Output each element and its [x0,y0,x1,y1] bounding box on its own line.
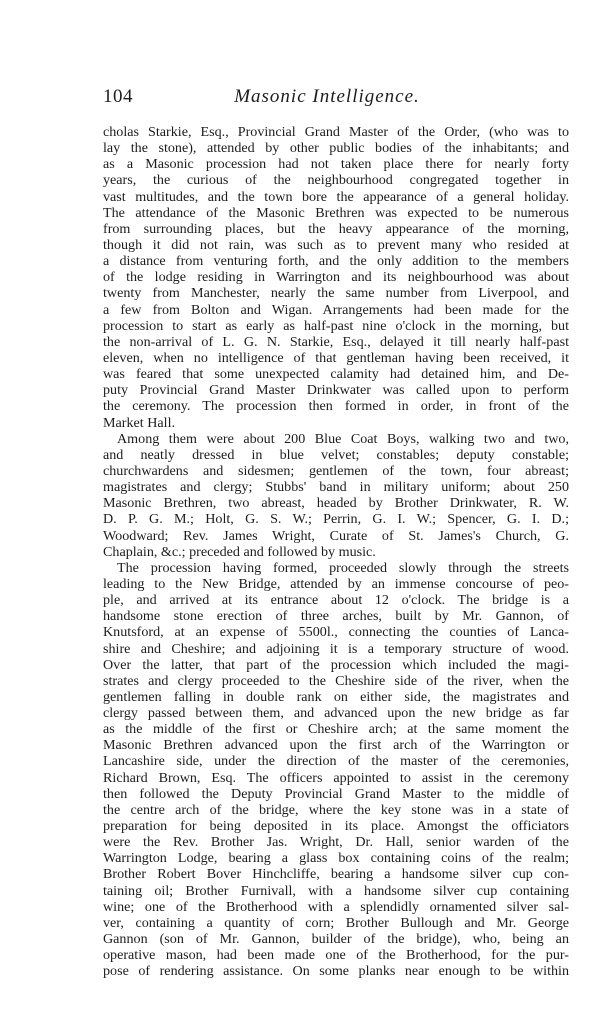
running-title: Masonic Intelligence. [234,86,420,107]
text-line: Among them were about 200 Blue Coat Boys, walking two and two, [117,430,569,447]
text-line: was feared that some unexpected calamity had detained him, and De- [103,366,569,383]
text-line: a distance from venturing forth, and the only addition to the members [103,253,569,270]
text-line: puty Provincial Grand Master Drinkwater was called upon to perform [103,382,569,399]
text-line: vast multitudes, and the town bore the appearance of a general holiday. [103,188,569,205]
text-line: and neatly dressed in blue velvet; constables; deputy constable; [103,446,569,463]
text-line: as the middle of the first or Cheshire arch; at the same moment the [103,721,569,738]
text-line: twenty from Manchester, nearly the same number from Liverpool, and [103,285,569,302]
text-line: gentlemen falling in double rank on either side, the magistrates and [103,688,569,705]
text-line: clergy passed between them, and advanced upon the new bridge as far [103,705,569,722]
running-head [103,86,503,114]
page-number: 104 [103,86,133,107]
text-line: magistrates and clergy; Stubbs' band in military uniform; about 250 [103,479,569,496]
text-line: Richard Brown, Esq. The officers appointed to assist in the ceremony [103,769,569,786]
text-line: Woodward; Rev. James Wright, Curate of St. James's Church, G. [103,527,569,544]
text-line: churchwardens and sidesmen; gentlemen of the town, four abreast; [103,462,569,479]
text-line: though it did not rain, was such as to prevent many who resided at [103,236,569,253]
text-line: the ceremony. The procession then formed in order, in front of the [103,398,569,415]
text-line: Lancashire side, under the direction of the master of the ceremonies, [103,753,569,770]
text-line: eleven, when no intelligence of that gentleman having been received, it [103,349,569,366]
text-line: ple, and arrived at its entrance about 12 o'clock. The bridge is a [103,592,569,609]
text-line: wine; one of the Brotherhood with a splendidly ornamented silver sal- [103,898,569,915]
text-line: leading to the New Bridge, attended by an immense concourse of peo- [103,575,569,592]
text-line: Warrington Lodge, bearing a glass box containing coins of the realm; [103,850,569,867]
text-line: lay the stone), attended by other public bodies of the inhabitants; and [103,140,569,157]
text-line: operative mason, had been made one of the Brotherhood, for the pur- [103,947,569,964]
text-line: a few from Bolton and Wigan. Arrangements had been made for the [103,301,569,318]
text-line: years, the curious of the neighbourhood congregated together in [103,172,569,189]
text-line: Masonic Brethren, two abreast, headed by Brother Drinkwater, R. W. [103,495,569,512]
body-text [103,124,569,979]
text-line: D. P. G. M.; Holt, G. S. W.; Perrin, G. I. W.; Spencer, G. I. D.; [103,511,569,528]
text-line: Chaplain, &c.; preceded and followed by music. [103,543,376,560]
text-line: then followed the Deputy Provincial Grand Master to the middle of [103,785,569,802]
text-line: Market Hall. [103,414,176,431]
text-line: Gannon (son of Mr. Gannon, builder of the bridge), who, being an [103,931,569,948]
text-line: strates and clergy proceeded to the Cheshire side of the river, when the [103,672,569,689]
text-line: procession to start as early as half-past nine o'clock in the morning, but [103,317,569,334]
text-line: The attendance of the Masonic Brethren was expected to be numerous [103,204,569,221]
text-line: as a Masonic procession had not taken place there for nearly forty [103,156,569,173]
text-line: cholas Starkie, Esq., Provincial Grand Master of the Order, (who was to [103,124,569,140]
text-line: the non-arrival of L. G. N. Starkie, Esq., delayed it till nearly half-past [103,333,569,350]
text-line: preparation for being deposited in its place. Amongst the officiators [103,818,569,835]
text-line: Knutsford, at an expense of 5500l., connecting the counties of Lanca- [103,624,569,641]
text-line: ver, containing a quantity of corn; Brother Bullough and Mr. George [103,914,569,931]
text-line: handsome stone erection of three arches, built by Mr. Gannon, of [103,608,569,625]
text-line: the centre arch of the bridge, where the key stone was in a state of [103,801,569,818]
text-line: Masonic Brethren advanced upon the first arch of the Warrington or [103,737,569,754]
text-line: taining oil; Brother Furnivall, with a handsome silver cup containing [103,882,569,899]
text-line: from surrounding places, but the heavy appearance of the morning, [103,220,569,237]
text-line: Over the latter, that part of the procession which included the magi- [103,656,569,673]
text-line: shire and Cheshire; and adjoining it is a temporary structure of wood. [103,640,569,657]
text-line: pose of rendering assistance. On some planks near enough to be within [103,963,569,980]
text-line: The procession having formed, proceeded slowly through the streets [117,559,569,576]
text-line: of the lodge residing in Warrington and its neighbourhood was about [103,269,569,286]
text-line: were the Rev. Brother Jas. Wright, Dr. Hall, senior warden of the [103,834,569,851]
text-line: Brother Robert Bover Hinchcliffe, bearing a handsome silver cup con- [103,866,569,883]
